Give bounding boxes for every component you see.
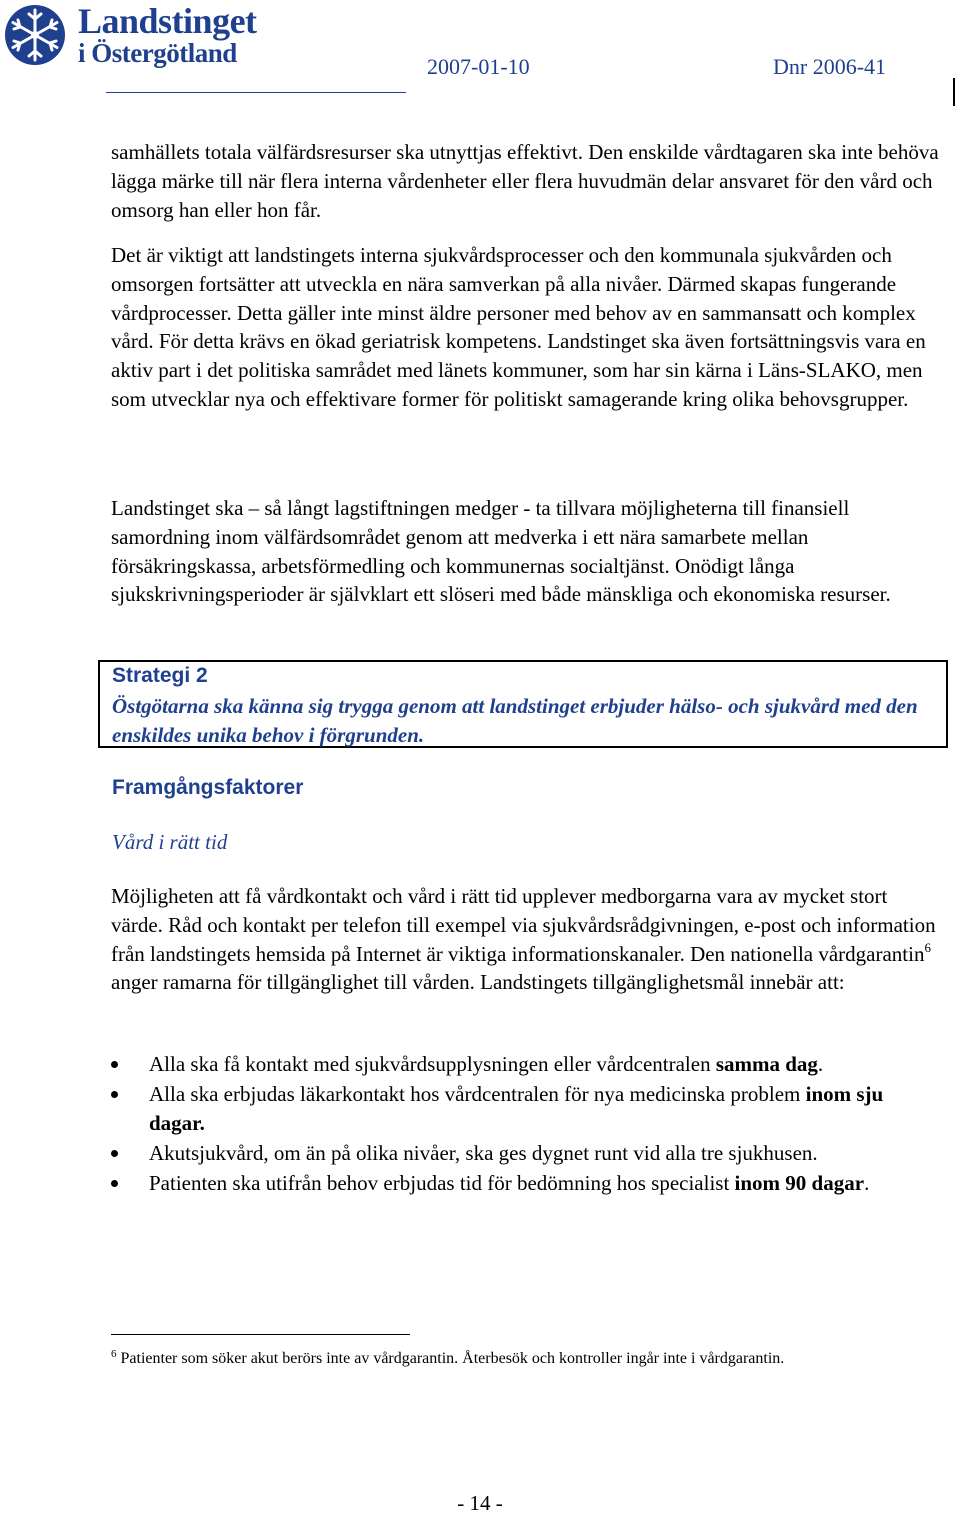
snowflake-logo-icon bbox=[4, 4, 66, 66]
list-item-emphasis: inom sju dagar. bbox=[149, 1082, 884, 1135]
document-number: Dnr 2006-41 bbox=[773, 54, 887, 79]
page-number: - 14 - bbox=[457, 1491, 503, 1515]
bullet-icon bbox=[111, 1150, 118, 1157]
bullet-icon bbox=[111, 1091, 118, 1098]
list-item-tail: . bbox=[864, 1171, 870, 1195]
strategy-title: Strategi 2 bbox=[112, 664, 208, 687]
list-item-emphasis: samma dag bbox=[715, 1052, 818, 1076]
list-item-emphasis: inom 90 dagar bbox=[734, 1171, 865, 1195]
bullet-icon bbox=[111, 1180, 118, 1187]
list-item-text: Alla ska erbjudas läkarkontakt hos vårdcentralen för nya medicinska problem bbox=[149, 1082, 806, 1106]
org-name-line1: Landstinget bbox=[78, 1, 257, 41]
footnote-text: Patienter som söker akut berörs inte av vårdgarantin. Återbesök och kontroller ingår inte i vårdgarantin. bbox=[116, 1350, 785, 1367]
paragraph-financial-coordination: Landstinget ska – så långt lagstiftningen medger - ta tillvara möjligheterna till finansiell samordning inom välfärdsområdet genom att medverka i ett nära samarbete mellan försäkringskassa, arbetsförmedling och kommunernas socialtjänst. Onödigt långa sjukskrivningsperioder är självklart ett slöseri med både mänskliga och ekonomiska resurser. bbox=[111, 496, 891, 607]
list-item-text: Patienten ska utifrån behov erbjudas tid för bedömning hos specialist bbox=[149, 1171, 735, 1195]
paragraph-welfare-resources: samhällets totala välfärdsresurser ska utnyttjas effektivt. Den enskilde vårdtagaren ska inte behöva lägga märke till när flera interna vårdenheter eller flera huvudmän delar ansvaret för den vård och omsorg han eller hon får. bbox=[111, 140, 939, 222]
strategy-text: Östgötarna ska känna sig trygga genom att landstinget erbjuder hälso- och sjukvård med den enskildes unika behov i förgrunden. bbox=[112, 694, 918, 747]
list-item bbox=[111, 1050, 941, 1079]
footnote-separator bbox=[111, 1334, 410, 1335]
list-item-text: Alla ska få kontakt med sjukvårdsupplysningen eller vårdcentralen bbox=[149, 1052, 716, 1076]
paragraph-text-start: Möjligheten att få vårdkontakt och vård i rätt tid upplever medborgarna vara av mycket stort värde. Råd och kontakt per telefon till exempel via sjukvårdsrådgivningen, e-post och information från landstingets hemsida på Internet är viktiga informationskanaler. Den nationella vårdgarantin bbox=[111, 884, 936, 966]
heading-success-factors: Framgångsfaktorer bbox=[112, 776, 304, 799]
list-item bbox=[111, 1139, 941, 1168]
list-item bbox=[111, 1080, 941, 1138]
footnote bbox=[111, 1347, 931, 1371]
bullet-icon bbox=[111, 1061, 118, 1068]
list-item-tail: . bbox=[817, 1052, 824, 1076]
footnote-reference: 6 bbox=[924, 939, 931, 955]
paragraph-text-end: anger ramarna för tillgänglighet till vården. Landstingets tillgänglighetsmål innebär att: bbox=[111, 970, 845, 995]
paragraph-care-guarantee bbox=[111, 882, 941, 997]
availability-goals-list bbox=[111, 1050, 941, 1199]
footnote-number: 6 bbox=[111, 1348, 117, 1360]
subheading-care-on-time: Vård i rätt tid bbox=[112, 830, 228, 854]
change-bar bbox=[953, 78, 955, 106]
page-header bbox=[0, 0, 960, 100]
document-date: 2007-01-10 bbox=[427, 54, 530, 79]
header-underline bbox=[106, 92, 406, 93]
paragraph-care-processes: Det är viktigt att landstingets interna sjukvårdsprocesser och den kommunala sjukvården och omsorgen fortsätter att utveckla en nära samverkan på alla nivåer. Därmed skapas fungerande vårdprocesser. Detta gäller inte minst äldre personer med behov av en sammansatt och komplex vård. För detta krävs en ökad geriatrisk kompetens. Landstinget ska även fortsättningsvis vara en aktiv part i det politiska samrådet med länets kommuner, som har sin kärna i Läns-SLAKO, men som utvecklar nya och effektivare former för politiskt samagerande kring olika behovsgrupper. bbox=[111, 243, 926, 411]
list-item-text: Akutsjukvård, om än på olika nivåer, ska ges dygnet runt vid alla tre sjukhusen. bbox=[149, 1141, 818, 1165]
org-name-line2: i Östergötland bbox=[78, 38, 237, 68]
list-item bbox=[111, 1169, 941, 1198]
